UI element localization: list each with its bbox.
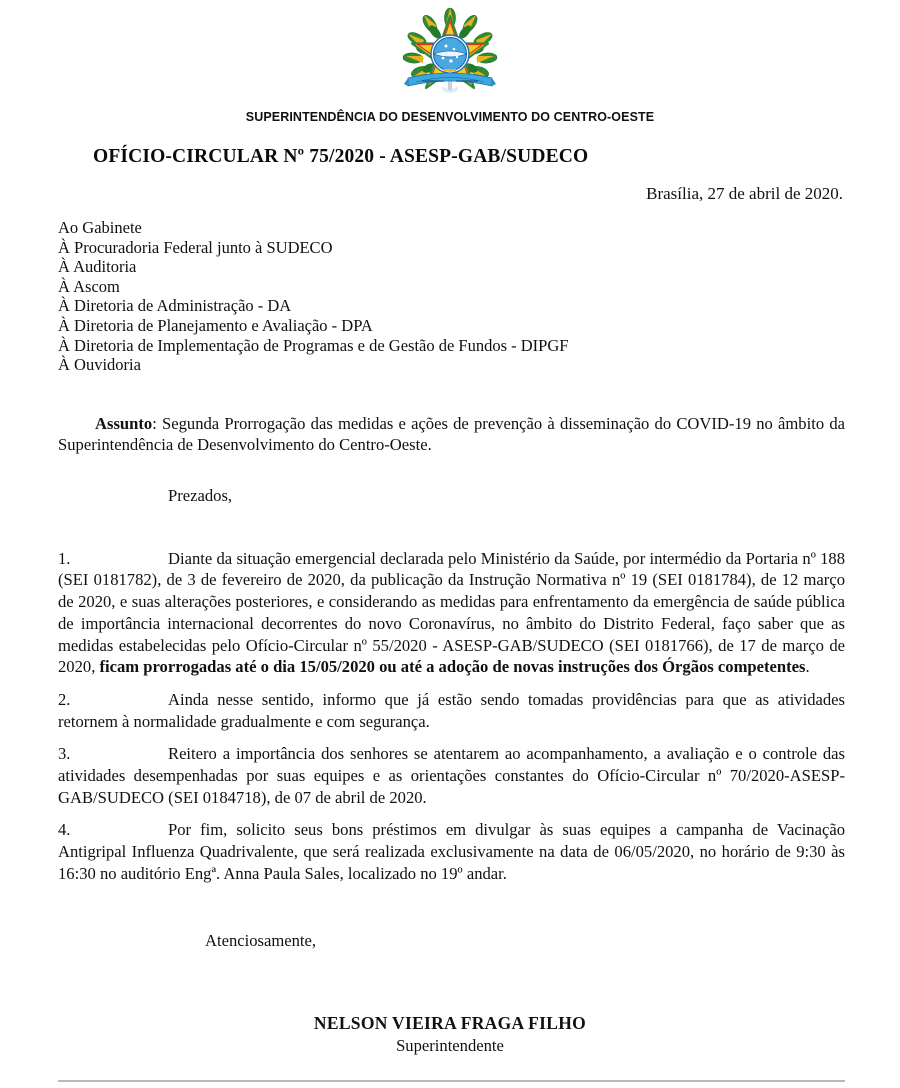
paragraph-text — [58, 743, 845, 808]
paragraph-3 — [58, 743, 845, 808]
paragraph-text-plain: Ainda nesse sentido, informo que já estão sendo tomadas providências para que as atividades retornem à normalidade gradualmente e com segurança. — [58, 689, 845, 731]
recipient-item: À Diretoria de Planejamento e Avaliação - DPA — [58, 315, 373, 335]
recipient-item: À Auditoria — [58, 257, 137, 277]
footer-divider — [58, 1080, 845, 1082]
paragraph-number: 2. — [58, 689, 71, 709]
closing-line: Atenciosamente, — [205, 930, 317, 950]
paragraph-text — [58, 819, 845, 884]
signature-block — [0, 1013, 900, 1056]
paragraph-text — [58, 689, 845, 732]
paragraph-number: 1. — [58, 548, 71, 568]
place-and-date: Brasília, 27 de abril de 2020. — [646, 184, 843, 203]
subject-label: Assunto — [95, 413, 153, 433]
signatory-role: Superintendente — [396, 1035, 504, 1055]
body-paragraphs — [58, 548, 845, 885]
paragraph-number: 4. — [58, 820, 71, 840]
recipient-item: Ao Gabinete — [58, 218, 142, 237]
paragraph-text-plain: Por fim, solicito seus bons préstimos em divulgar às suas equipes a campanha de Vacinação Antigripal Influenza Quadrivalente, que será realizada exclusivamente na data de 06/05/2020, no horário de 9:30 às 16:30 no auditório Engª. Anna Paula Sales, localizado no 19º andar. — [58, 820, 845, 883]
recipients-list — [0, 218, 900, 375]
paragraph-1 — [58, 548, 845, 678]
paragraph-text — [58, 548, 845, 678]
brazil-coat-of-arms-icon — [402, 6, 498, 104]
paragraph-number: 3. — [58, 744, 71, 764]
recipient-item: À Ascom — [58, 276, 120, 296]
coat-of-arms-container — [0, 0, 900, 104]
paragraph-text-plain: Diante da situação emergencial declarada pelo Ministério da Saúde, por intermédio da Portaria nº 188 (SEI 0181782), de 3 de fevereiro de 2020, da publicação da Instrução Normativa nº 19 (SEI 0181784), de 12 março de 2020, e suas alterações posteriores, e considerando as medidas para enfrentamento da emergência de saúde pública de importância internacional decorrentes do novo Coronavírus, no âmbito do Distrito Federal, faço saber que as medidas estabelecidas pelo Ofício-Circular nº 55/2020 - ASESP-GAB/SUDECO (SEI 0181766), de 17 de março de 2020, — [58, 548, 845, 677]
document-title: OFÍCIO-CIRCULAR Nº 75/2020 - ASESP-GAB/SUDECO — [93, 146, 589, 167]
paragraph-2 — [58, 689, 845, 732]
organization-header: SUPERINTENDÊNCIA DO DESENVOLVIMENTO DO CENTRO-OESTE — [245, 110, 655, 124]
recipient-item: À Procuradoria Federal junto à SUDECO — [58, 237, 333, 257]
subject-text: Segunda Prorrogação das medidas e ações de prevenção à disseminação do COVID-19 no âmbito da Superintendência de Desenvolvimento do Centro-Oeste. — [58, 413, 845, 455]
subject-separator: : — [152, 413, 163, 433]
subject-paragraph — [58, 413, 845, 456]
paragraph-text-tail: . — [805, 657, 810, 677]
recipient-item: À Diretoria de Implementação de Programas e de Gestão de Fundos - DIPGF — [58, 335, 569, 355]
signatory-name: NELSON VIEIRA FRAGA FILHO — [313, 1012, 587, 1033]
greeting-line: Prezados, — [168, 485, 233, 505]
paragraph-4 — [58, 819, 845, 884]
paragraph-text-plain: Reitero a importância dos senhores se atentarem ao acompanhamento, a avaliação e o controle das atividades desempenhadas por suas equipes e as orientações constantes do Ofício-Circular nº 70/2020-ASESP-GAB/SUDECO (SEI 0184718), de 07 de abril de 2020. — [58, 744, 845, 807]
paragraph-text-emphasis: ficam prorrogadas até o dia 15/05/2020 ou até a adoção de novas instruções dos Órgãos competentes — [99, 657, 806, 677]
recipient-item: À Ouvidoria — [58, 355, 141, 375]
recipient-item: À Diretoria de Administração - DA — [58, 296, 292, 316]
